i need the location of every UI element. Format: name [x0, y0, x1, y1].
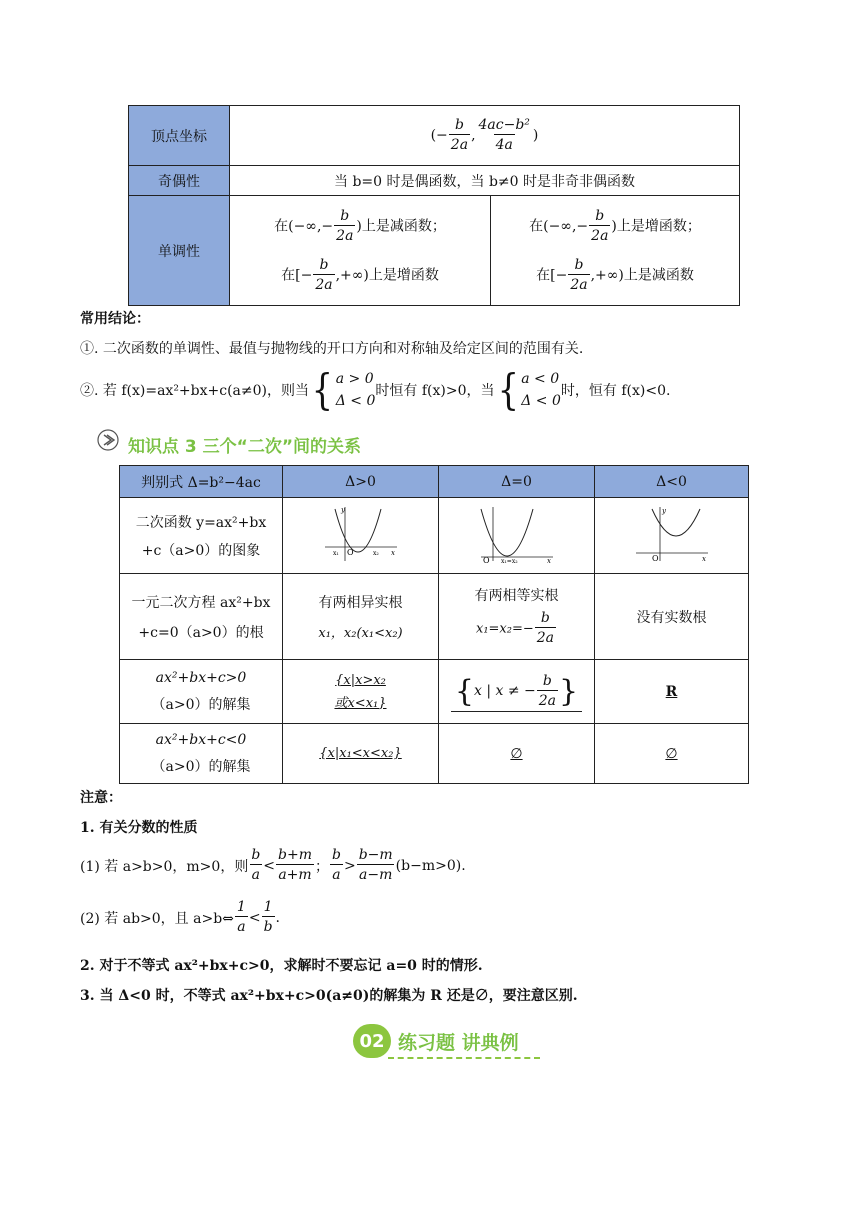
svg-text:y: y: [661, 506, 666, 515]
svg-text:x₂: x₂: [372, 549, 379, 557]
footer-underline: [388, 1057, 540, 1059]
roots-row-label: 一元二次方程 ax²+bx +c=0（a>0）的根: [120, 574, 283, 660]
graph-two-roots: [283, 498, 439, 574]
monotonic-label: 单调性: [129, 196, 230, 306]
conclusions-heading: 常用结论：: [80, 311, 150, 327]
roots-one: 有两相等实根 x₁=x₂=− $\frac{b}{2a}$: [439, 574, 595, 660]
delta-zero-header: Δ=0: [439, 466, 595, 498]
negative-set-two: {x|x₁<x<x₂}: [283, 724, 439, 784]
note-2: 2. 对于不等式 ax²+bx+c>0，求解时不要忘记 a=0 时的情形.: [80, 958, 483, 974]
delta-positive-header: Δ>0: [283, 466, 439, 498]
note-1-line-2: (2) 若 ab>0，且 a>b⇔ $\frac{1}{a}$ < $\frac{1}{b}$ .: [80, 899, 280, 935]
svg-text:O: O: [651, 553, 659, 563]
svg-text:x₁: x₁: [332, 549, 339, 557]
section-badge: 02: [353, 1024, 391, 1058]
graph-row-label: 二次函数 y=ax²+bx +c（a>0）的图象: [120, 498, 283, 574]
monotonic-a-positive: 在(−∞,− $\frac{b}{2a}$ )上是减函数； 在[− $\frac{b}{2a}$ ,+∞)上是增函数: [230, 196, 491, 306]
note-3: 3. 当 Δ<0 时，不等式 ax²+bx+c>0(a≠0)的解集为 R 还是∅，要注意区别.: [80, 988, 578, 1004]
svg-text:y: y: [340, 505, 345, 514]
properties-table: [128, 105, 740, 306]
conclusion-2: ②. 若 f(x)=ax²+bx+c(a≠0)，则当 { a > 0 Δ < 0 时恒有 f(x)>0，当 { a < 0 Δ < 0 时，恒有 f(x)<0.: [80, 365, 671, 414]
svg-text:O: O: [346, 547, 354, 557]
positive-set-one: { x | x ≠ − $\frac{b}{2a}$ }: [439, 660, 595, 724]
roots-two: 有两相异实根 x₁，x₂(x₁<x₂): [283, 574, 439, 660]
roots-none: 没有实数根: [595, 574, 749, 660]
delta-negative-header: Δ<0: [595, 466, 749, 498]
positive-set-label: ax²+bx+c>0 （a>0）的解集: [120, 660, 283, 724]
svg-text:x: x: [546, 556, 551, 565]
svg-text:x: x: [701, 554, 706, 563]
arrow-circle-icon: [96, 428, 120, 452]
svg-text:O: O: [482, 555, 490, 565]
graph-one-root: [439, 498, 595, 574]
monotonic-a-negative: 在(−∞,− $\frac{b}{2a}$ )上是增函数； 在[− $\frac{b}{2a}$ ,+∞)上是减函数: [491, 196, 740, 306]
positive-set-none: R: [595, 660, 749, 724]
notes-heading: 注意：: [80, 790, 122, 806]
negative-set-label: ax²+bx+c<0 （a>0）的解集: [120, 724, 283, 784]
three-quadratics-table: [119, 465, 749, 784]
section-title: 知识点 3 三个“二次”间的关系: [128, 437, 362, 457]
conclusion-1: ①. 二次函数的单调性、最值与抛物线的开口方向和对称轴及给定区间的范围有关.: [80, 341, 584, 357]
parity-label: 奇偶性: [129, 166, 230, 196]
discriminant-header: 判别式 Δ=b²−4ac: [120, 466, 283, 498]
negative-set-one: ∅: [439, 724, 595, 784]
parity-text: 当 b=0 时是偶函数，当 b≠0 时是非奇非偶函数: [230, 166, 740, 196]
footer-title: 练习题 讲典例: [398, 1032, 519, 1054]
vertex-formula: (− $\frac{b}{2a}$ , $\frac{\text{4ac−b²}}{4a}$ ): [230, 106, 740, 166]
note-1-title: 1. 有关分数的性质: [80, 820, 198, 836]
negative-set-none: ∅: [595, 724, 749, 784]
svg-text:x: x: [390, 548, 395, 557]
graph-no-root: [595, 498, 749, 574]
note-1-line-1: (1) 若 a>b>0，m>0，则 $\frac{b}{a}$ < $\frac{b+m}{a+m}$ ； $\frac{b}{a}$ > $\frac{b-m}{a-m}$ (b−m>0).: [80, 847, 466, 883]
vertex-label: 顶点坐标: [129, 106, 230, 166]
positive-set-two: {x|x>x₂ 或x<x₁}: [283, 660, 439, 724]
svg-text:x₁=x₂: x₁=x₂: [500, 557, 518, 565]
